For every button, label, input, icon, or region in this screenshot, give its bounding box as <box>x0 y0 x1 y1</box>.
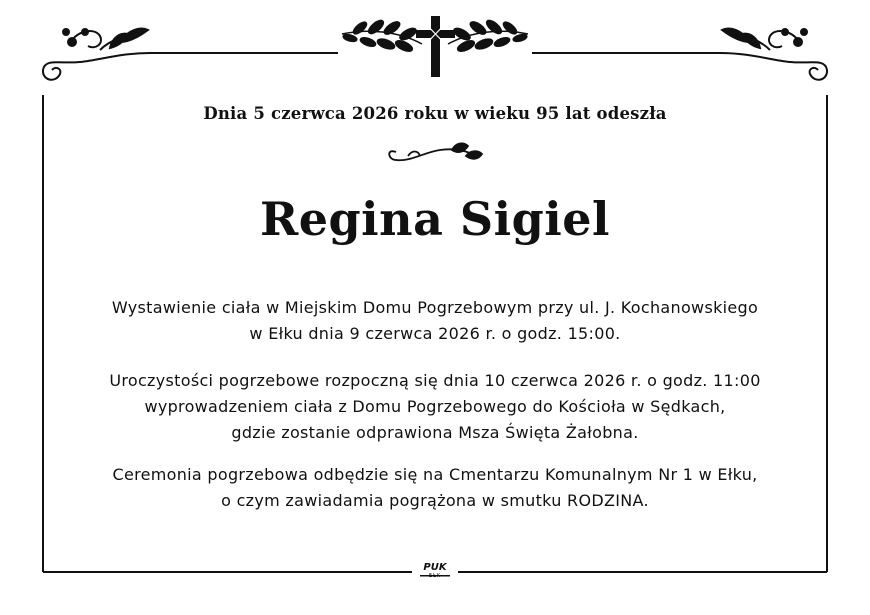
paragraph-line: w Ełku dnia 9 czerwca 2026 r. o godz. 15:00. <box>249 324 621 343</box>
logo-sub-text: EŁK <box>428 573 442 579</box>
corner-flourish-right-icon <box>720 29 827 80</box>
puk-logo <box>414 563 456 579</box>
paragraph-line: wyprowadzeniem ciała z Domu Pogrzebowego do Kościoła w Sędkach, <box>144 397 726 416</box>
laurel-branch-right-icon <box>448 18 528 53</box>
divider-flourish-icon <box>389 143 482 160</box>
paragraph-burial <box>43 462 827 514</box>
paragraph-viewing <box>43 295 827 347</box>
cross-icon <box>416 16 455 77</box>
logo-main-text: PUK <box>423 562 447 573</box>
intro-text: Dnia 5 czerwca 2026 roku w wieku 95 lat odeszła <box>203 104 667 123</box>
laurel-branch-left-icon <box>342 18 422 53</box>
deceased-name: Regina Sigiel <box>260 192 610 246</box>
paragraph-line: o czym zawiadamia pogrążona w smutku RODZINA. <box>221 491 649 510</box>
paragraph-ceremony <box>43 368 827 446</box>
paragraph-line: Uroczystości pogrzebowe rozpoczną się dnia 10 czerwca 2026 r. o godz. 11:00 <box>109 371 761 390</box>
paragraph-line: Ceremonia pogrzebowa odbędzie się na Cmentarzu Komunalnym Nr 1 w Ełku, <box>112 465 758 484</box>
paragraph-line: gdzie zostanie odprawiona Msza Święta Żałobna. <box>231 423 639 442</box>
paragraph-line: Wystawienie ciała w Miejskim Domu Pogrzebowym przy ul. J. Kochanowskiego <box>111 298 759 317</box>
corner-flourish-left-icon <box>43 29 150 80</box>
